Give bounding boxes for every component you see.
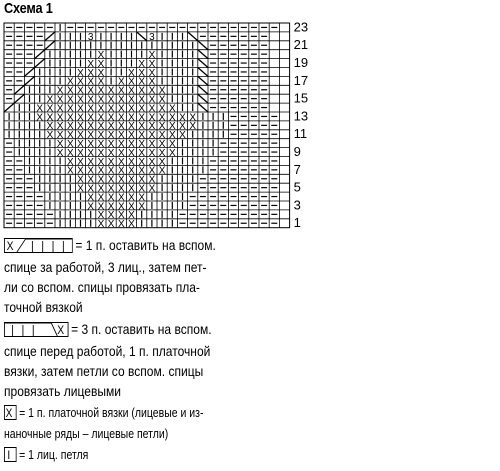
garter-stitch-mark: X bbox=[128, 192, 135, 204]
garter-stitch-mark: X bbox=[138, 121, 146, 133]
garter-stitch-mark: X bbox=[97, 76, 105, 88]
garter-stitch-mark: X bbox=[128, 130, 135, 142]
garter-stitch-mark: X bbox=[128, 219, 135, 231]
garter-stitch-mark: X bbox=[87, 147, 95, 159]
legend-item-2 bbox=[4, 320, 212, 338]
garter-stitch-mark: X bbox=[107, 138, 115, 150]
garter-stitch-mark: X bbox=[66, 85, 74, 97]
garter-stitch-mark: X bbox=[158, 94, 166, 106]
garter-stitch-mark: X bbox=[138, 174, 146, 186]
garter-stitch-mark: X bbox=[128, 165, 135, 177]
legend-2-symbol-text: X bbox=[57, 324, 65, 337]
garter-stitch-mark: X bbox=[66, 165, 74, 177]
garter-stitch-mark: X bbox=[117, 147, 125, 159]
garter-stitch-mark: X bbox=[107, 94, 115, 106]
garter-stitch-mark: X bbox=[189, 121, 197, 133]
garter-stitch-mark: X bbox=[138, 183, 146, 195]
row-number-label: 11 bbox=[293, 126, 308, 142]
row-number-label: 9 bbox=[293, 144, 301, 159]
garter-stitch-mark: X bbox=[128, 210, 135, 222]
garter-stitch-mark: X bbox=[179, 121, 186, 133]
chart-title: Схема 1 bbox=[4, 0, 53, 17]
garter-stitch-mark: X bbox=[158, 156, 166, 168]
garter-stitch-mark: X bbox=[87, 174, 95, 186]
garter-stitch-mark: X bbox=[148, 121, 156, 133]
garter-stitch-mark: X bbox=[97, 49, 105, 61]
garter-stitch-mark: X bbox=[138, 147, 146, 159]
garter-stitch-mark: X bbox=[87, 76, 95, 88]
garter-stitch-mark: X bbox=[148, 49, 156, 61]
garter-stitch-mark: X bbox=[128, 85, 135, 97]
garter-stitch-mark: X bbox=[107, 210, 115, 222]
garter-stitch-mark: X bbox=[87, 85, 95, 97]
garter-stitch-mark: X bbox=[138, 58, 146, 70]
garter-stitch-mark: X bbox=[36, 103, 44, 115]
row-number-label: 17 bbox=[293, 72, 309, 88]
garter-stitch-mark: X bbox=[168, 103, 176, 115]
garter-stitch-mark: X bbox=[97, 165, 105, 177]
garter-stitch-mark: X bbox=[97, 183, 105, 195]
garter-stitch-mark: X bbox=[56, 121, 64, 133]
garter-stitch-mark: X bbox=[97, 67, 105, 79]
garter-stitch-mark: X bbox=[117, 156, 125, 168]
garter-stitch-mark: X bbox=[138, 112, 146, 124]
row-number-label: 3 bbox=[293, 197, 301, 213]
garter-stitch-mark: X bbox=[107, 147, 115, 159]
garter-stitch-mark: X bbox=[56, 85, 64, 97]
garter-stitch-mark: X bbox=[128, 103, 135, 115]
garter-stitch-mark: X bbox=[107, 121, 115, 133]
garter-stitch-mark: X bbox=[168, 130, 176, 142]
garter-stitch-mark: X bbox=[56, 130, 64, 142]
garter-stitch-mark: X bbox=[128, 147, 135, 159]
legend-2-line-1: спице перед работой, 1 п. платочной bbox=[4, 343, 211, 359]
garter-stitch-mark: X bbox=[148, 76, 156, 88]
garter-stitch-mark: X bbox=[117, 112, 125, 124]
garter-stitch-mark: X bbox=[138, 192, 146, 204]
row-number-label: 13 bbox=[293, 108, 309, 124]
garter-stitch-mark: X bbox=[138, 156, 146, 168]
garter-stitch-mark: X bbox=[77, 147, 84, 159]
legend-1-symbol-text: X bbox=[6, 240, 14, 253]
garter-stitch-mark: X bbox=[128, 138, 135, 150]
garter-stitch-mark: X bbox=[87, 103, 95, 115]
legend-1-line-3: точной вязкой bbox=[4, 299, 83, 315]
garter-stitch-mark: X bbox=[117, 165, 125, 177]
garter-stitch-mark: X bbox=[56, 94, 64, 106]
garter-stitch-mark: X bbox=[117, 210, 125, 222]
garter-stitch-mark: X bbox=[87, 156, 95, 168]
garter-stitch-mark: X bbox=[148, 174, 156, 186]
legend-2-line-3: провязать лицевыми bbox=[4, 383, 122, 399]
garter-stitch-mark: X bbox=[97, 103, 105, 115]
garter-stitch-mark: X bbox=[87, 183, 95, 195]
garter-stitch-mark: X bbox=[117, 201, 125, 213]
garter-stitch-mark: X bbox=[128, 201, 135, 213]
garter-stitch-mark: X bbox=[97, 58, 105, 70]
garter-stitch-mark: X bbox=[117, 121, 125, 133]
garter-stitch-mark: X bbox=[148, 94, 156, 106]
garter-stitch-mark: X bbox=[87, 192, 95, 204]
cable-left-symbol-icon bbox=[4, 322, 69, 337]
garter-stitch-mark: X bbox=[179, 130, 186, 142]
garter-stitch-mark: X bbox=[46, 121, 54, 133]
garter-stitch-mark: X bbox=[77, 138, 84, 150]
garter-stitch-mark: X bbox=[66, 156, 74, 168]
garter-stitch-mark: X bbox=[117, 183, 125, 195]
garter-stitch-mark: X bbox=[128, 94, 135, 106]
garter-stitch-mark: X bbox=[66, 103, 74, 115]
garter-stitch-mark: X bbox=[36, 112, 44, 124]
garter-stitch-mark: X bbox=[148, 67, 156, 79]
garter-stitch-mark: X bbox=[77, 130, 84, 142]
garter-stitch-mark: X bbox=[138, 201, 146, 213]
garter-stitch-mark: X bbox=[148, 183, 156, 195]
garter-stitch-mark: X bbox=[56, 112, 64, 124]
garter-stitch-mark: X bbox=[107, 103, 115, 115]
garter-stitch-mark: X bbox=[87, 201, 95, 213]
garter-stitch-mark: X bbox=[46, 112, 54, 124]
garter-stitch-mark: X bbox=[46, 103, 54, 115]
row-number-label: 15 bbox=[293, 90, 309, 106]
garter-stitch-mark: X bbox=[148, 103, 156, 115]
garter-stitch-mark: X bbox=[128, 183, 135, 195]
garter-stitch-mark: X bbox=[87, 130, 95, 142]
legend-item-1 bbox=[4, 236, 216, 254]
legend-1-line-2: ли со вспом. спицы провязать пла- bbox=[4, 279, 200, 295]
garter-stitch-mark: X bbox=[77, 85, 84, 97]
garter-stitch-mark: X bbox=[158, 112, 166, 124]
garter-stitch-mark: X bbox=[117, 138, 125, 150]
garter-stitch-mark: X bbox=[107, 112, 115, 124]
garter-stitch-mark: X bbox=[66, 112, 74, 124]
garter-stitch-mark: X bbox=[158, 130, 166, 142]
garter-stitch-mark: X bbox=[179, 112, 186, 124]
garter-stitch-mark: X bbox=[128, 67, 135, 79]
garter-stitch-mark: X bbox=[148, 112, 156, 124]
row-number-label: 1 bbox=[293, 215, 301, 231]
garter-stitch-mark: X bbox=[87, 121, 95, 133]
garter-stitch-mark: X bbox=[158, 165, 166, 177]
garter-stitch-mark: X bbox=[138, 76, 146, 88]
garter-stitch-mark: X bbox=[189, 112, 197, 124]
garter-stitch-mark: X bbox=[168, 147, 176, 159]
legend-1-line-0: = 1 п. оставить на вспом. bbox=[75, 237, 216, 253]
legend-4-line-0: = 1 лиц. петля bbox=[19, 448, 89, 462]
garter-stitch-mark: X bbox=[158, 103, 166, 115]
garter-stitch-mark: X bbox=[138, 130, 146, 142]
garter-stitch-mark: X bbox=[46, 130, 54, 142]
garter-stitch-mark: X bbox=[97, 112, 105, 124]
garter-stitch-mark: X bbox=[97, 121, 105, 133]
garter-stitch-mark: X bbox=[56, 138, 64, 150]
garter-stitch-mark: X bbox=[107, 201, 115, 213]
garter-stitch-mark: X bbox=[117, 130, 125, 142]
knit-stitch-symbol-icon bbox=[4, 447, 17, 462]
garter-stitch-mark: X bbox=[97, 156, 105, 168]
garter-stitch-mark: X bbox=[117, 94, 125, 106]
garter-stitch-mark: X bbox=[97, 210, 105, 222]
garter-stitch-mark: X bbox=[46, 94, 54, 106]
garter-stitch-mark: X bbox=[138, 94, 146, 106]
legend-4-symbol-text: I bbox=[7, 449, 11, 462]
garter-stitch-mark: X bbox=[138, 103, 146, 115]
garter-stitch-mark: X bbox=[168, 112, 176, 124]
garter-stitch-mark: X bbox=[77, 156, 84, 168]
garter-stitch-mark: X bbox=[128, 156, 135, 168]
garter-stitch-mark: X bbox=[128, 121, 135, 133]
garter-stitch-mark: X bbox=[87, 67, 95, 79]
garter-stitch-symbol-icon bbox=[4, 405, 17, 420]
legend-item-4 bbox=[4, 446, 88, 464]
garter-stitch-mark: X bbox=[66, 147, 74, 159]
garter-stitch-mark: X bbox=[77, 67, 84, 79]
garter-stitch-mark: X bbox=[117, 103, 125, 115]
legend-1-line-1: спице за работой, 3 лиц., затем пет- bbox=[4, 259, 207, 275]
garter-stitch-mark: X bbox=[77, 174, 84, 186]
garter-stitch-mark: X bbox=[148, 58, 156, 70]
garter-stitch-mark: X bbox=[148, 147, 156, 159]
garter-stitch-mark: X bbox=[148, 138, 156, 150]
garter-stitch-mark: X bbox=[66, 76, 74, 88]
garter-stitch-mark: X bbox=[87, 112, 95, 124]
garter-stitch-mark: X bbox=[117, 192, 125, 204]
garter-stitch-mark: X bbox=[117, 85, 125, 97]
garter-stitch-mark: X bbox=[107, 130, 115, 142]
garter-stitch-mark: X bbox=[148, 165, 156, 177]
garter-stitch-mark: X bbox=[117, 76, 125, 88]
garter-stitch-mark: X bbox=[66, 94, 74, 106]
row-number-label: 23 bbox=[293, 19, 309, 35]
garter-stitch-mark: X bbox=[77, 103, 84, 115]
cable-count-label: 3 bbox=[87, 32, 94, 44]
row-number-label: 5 bbox=[293, 179, 301, 195]
legend-3-symbol-text: X bbox=[5, 407, 13, 420]
garter-stitch-mark: X bbox=[168, 138, 176, 150]
garter-stitch-mark: X bbox=[87, 94, 95, 106]
garter-stitch-mark: X bbox=[97, 192, 105, 204]
garter-stitch-mark: X bbox=[107, 219, 115, 231]
legend-item-3 bbox=[4, 404, 203, 422]
garter-stitch-mark: X bbox=[66, 121, 74, 133]
garter-stitch-mark: X bbox=[148, 130, 156, 142]
garter-stitch-mark: X bbox=[117, 219, 125, 231]
garter-stitch-mark: X bbox=[117, 174, 125, 186]
legend-3-line-0: = 1 п. платочной вязки (лицевые и из- bbox=[19, 406, 204, 420]
garter-stitch-mark: X bbox=[128, 76, 135, 88]
garter-stitch-mark: X bbox=[168, 121, 176, 133]
cable-right-symbol-icon bbox=[4, 238, 73, 253]
garter-stitch-mark: X bbox=[158, 85, 166, 97]
garter-stitch-mark: X bbox=[66, 138, 74, 150]
garter-stitch-mark: X bbox=[107, 183, 115, 195]
garter-stitch-mark: X bbox=[56, 147, 64, 159]
garter-stitch-mark: X bbox=[158, 147, 166, 159]
garter-stitch-mark: X bbox=[97, 130, 105, 142]
garter-stitch-mark: X bbox=[97, 201, 105, 213]
garter-stitch-mark: X bbox=[138, 67, 146, 79]
legend-3-line-1: наночные ряды – лицевые петли) bbox=[4, 427, 169, 441]
garter-stitch-mark: X bbox=[158, 121, 166, 133]
garter-stitch-mark: X bbox=[138, 138, 146, 150]
garter-stitch-mark: X bbox=[107, 192, 115, 204]
row-number-label: 19 bbox=[293, 55, 309, 70]
garter-stitch-mark: X bbox=[77, 183, 84, 195]
garter-stitch-mark: X bbox=[97, 85, 105, 97]
cable-count-label: 3 bbox=[149, 32, 155, 44]
garter-stitch-mark: X bbox=[87, 138, 95, 150]
garter-stitch-mark: X bbox=[107, 165, 115, 177]
garter-stitch-mark: X bbox=[107, 174, 115, 186]
garter-stitch-mark: X bbox=[97, 147, 105, 159]
garter-stitch-mark: X bbox=[77, 121, 84, 133]
garter-stitch-mark: X bbox=[97, 174, 105, 186]
garter-stitch-mark: X bbox=[77, 165, 84, 177]
legend-2-line-0: = 3 п. оставить на вспом. bbox=[71, 321, 212, 337]
garter-stitch-mark: X bbox=[128, 174, 135, 186]
garter-stitch-mark: X bbox=[148, 85, 156, 97]
garter-stitch-mark: X bbox=[56, 103, 64, 115]
garter-stitch-mark: X bbox=[128, 112, 135, 124]
garter-stitch-mark: X bbox=[77, 94, 84, 106]
garter-stitch-mark: X bbox=[138, 165, 146, 177]
garter-stitch-mark: X bbox=[97, 94, 105, 106]
garter-stitch-mark: X bbox=[97, 138, 105, 150]
legend-2-line-2: вязки, затем петли со вспом. спицы bbox=[4, 363, 204, 379]
garter-stitch-mark: X bbox=[77, 76, 84, 88]
row-number-label: 21 bbox=[293, 37, 309, 53]
garter-stitch-mark: X bbox=[158, 138, 166, 150]
garter-stitch-mark: X bbox=[148, 156, 156, 168]
garter-stitch-mark: X bbox=[87, 165, 95, 177]
garter-stitch-mark: X bbox=[77, 112, 84, 124]
garter-stitch-mark: X bbox=[107, 85, 115, 97]
garter-stitch-mark: X bbox=[87, 58, 95, 70]
garter-stitch-mark: X bbox=[138, 85, 146, 97]
garter-stitch-mark: X bbox=[97, 219, 105, 231]
garter-stitch-mark: X bbox=[107, 156, 115, 168]
row-number-label: 7 bbox=[293, 161, 301, 177]
garter-stitch-mark: X bbox=[66, 130, 74, 142]
